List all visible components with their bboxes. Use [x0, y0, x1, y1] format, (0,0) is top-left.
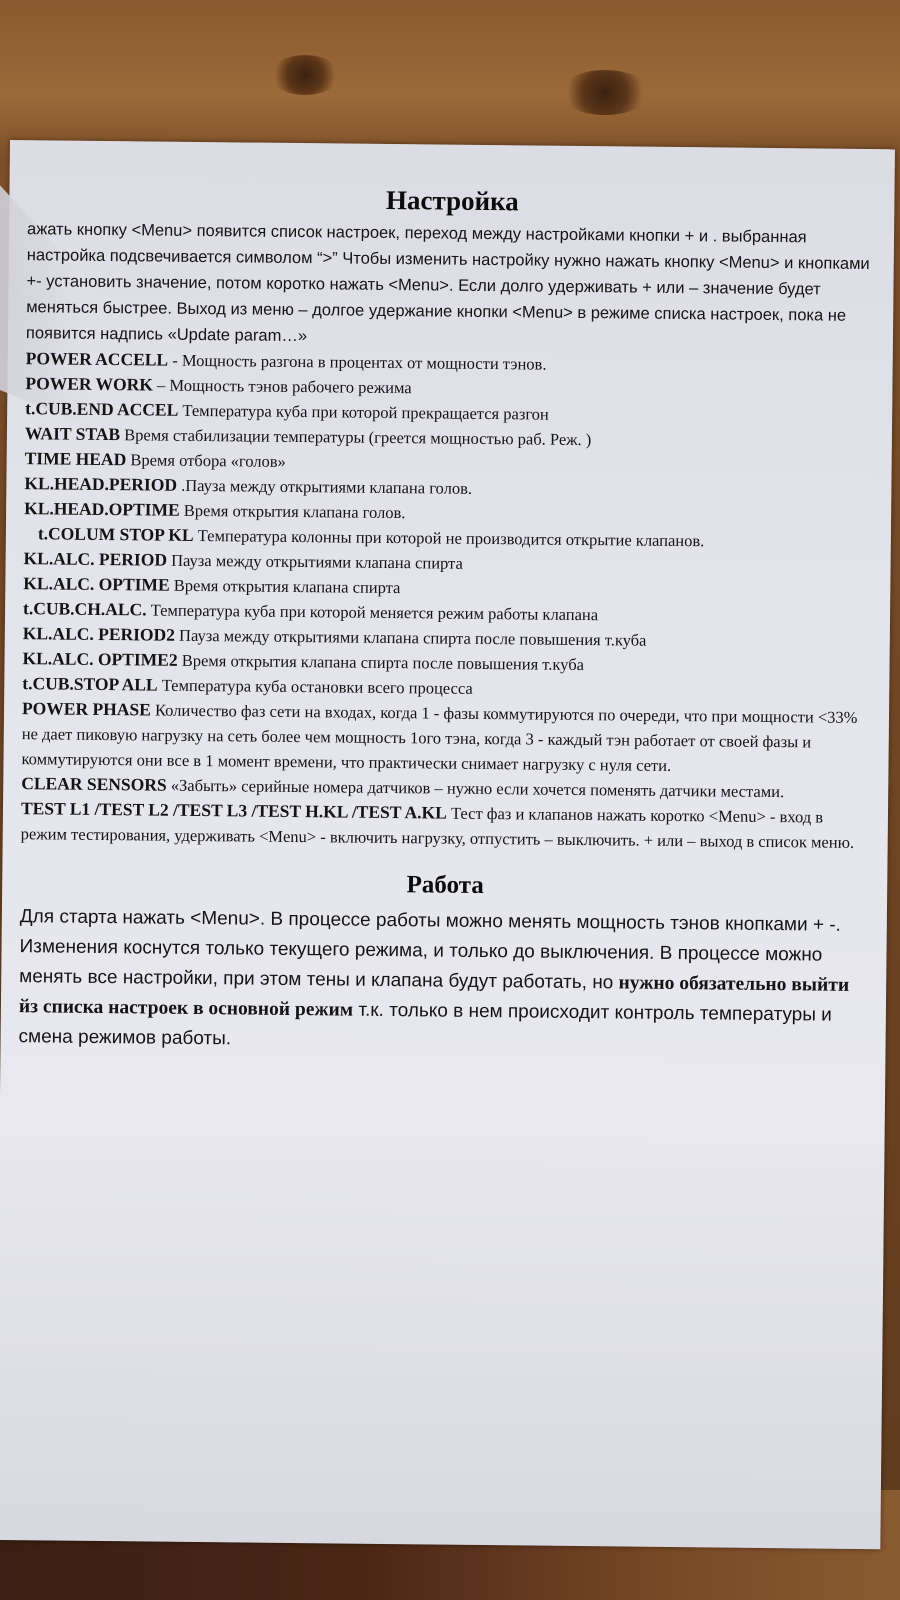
entry-text: Пауза между открытиями клапана спирта после повышения т.куба	[174, 625, 647, 650]
entry-text: Время стабилизации температуры (греется мощностью раб. Реж. )	[119, 425, 592, 450]
entry-key: t.CUB.CH.ALC.	[22, 598, 147, 620]
settings-title: Настройка	[385, 184, 519, 217]
entry-key: POWER PHASE	[21, 698, 151, 720]
intro-paragraph: ажать кнопку <Menu> появится список настроек, переход между настройками кнопки + и . выбранная настройка подсвечивается символом “>” Чтобы изменить настройку нужно нажать кнопку <Menu> и кнопками +- установить значение, потом коротко нажать <Menu>. Если долго удерживать + или – значение будет меняться быстрее. Выход из меню – долгое удержание кнопки <Menu> в режиме списка настроек, пока не появится надпись «Update param…»	[25, 220, 870, 346]
entry-text: Температура куба остановки всего процесса	[157, 675, 473, 698]
entry-text: Температура куба при которой меняется режим работы клапана	[146, 600, 599, 625]
work-title: Работа	[406, 871, 484, 900]
paper-sheet	[0, 140, 895, 1549]
entry-key: KL.ALC. OPTIME2	[22, 648, 178, 670]
entry-key: t.COLUM STOP KL	[37, 523, 194, 545]
entry-key: t.CUB.STOP ALL	[22, 673, 158, 695]
entry-key: KL.ALC. PERIOD2	[22, 623, 176, 645]
entry-key: t.CUB.END ACCEL	[25, 398, 179, 420]
wood-knot-1	[270, 55, 340, 95]
work-text-2: т.к. только в нем происходит контроль температуры и смена режимов работы.	[18, 999, 832, 1050]
entry-key: POWER ACCELL	[25, 348, 169, 370]
entry-text: Тест фаз и клапанов нажать коротко <Menu> - вход в режим тестирования, удерживать <Menu> - включить нагрузку, отпустить – выключить. + или – выход в список меню.	[20, 803, 855, 852]
wood-knot-2	[560, 70, 650, 115]
entry-key: KL.ALC. PERIOD	[23, 548, 168, 570]
work-paragraph	[18, 902, 870, 1061]
entry-key: POWER WORK	[25, 373, 154, 395]
entry-key: TEST L1 /TEST L2 /TEST L3 /TEST H.KL /TEST A.KL	[20, 798, 447, 823]
entry-key: KL.ALC. OPTIME	[23, 573, 170, 595]
entry-text: «Забыть» серийные номера датчиков – нужно если хочется поменять датчики местами.	[166, 775, 785, 802]
entry-text: Пауза между открытиями клапана спирта	[166, 550, 463, 573]
entry-text: Температура куба при которой прекращается разгон	[178, 400, 549, 424]
entry-key: TIME HEAD	[24, 448, 127, 470]
work-bold-text: нужно обязательно выйти йз списка настроек в основной режим	[18, 972, 850, 1021]
entry-text: Количество фаз сети на входах, когда 1 - фазы коммутируются по очереди, что при мощности <33% не дает пиковую нагрузку на сеть более чем мощность 1ого тэна, когда 3 - каждый тэн работает от своей фазы и коммутируются они все в 1 момент времени, что практически снимает нагрузку с нуля сети.	[21, 700, 858, 775]
entry-text: Время открытия клапана голов.	[179, 500, 406, 523]
entry-text: Время открытия клапана спирта после повышения т.куба	[177, 650, 585, 675]
entry-key: KL.HEAD.PERIOD	[24, 473, 178, 495]
entry-text: Время открытия клапана спирта	[169, 575, 401, 598]
entry-key: CLEAR SENSORS	[21, 773, 167, 795]
entry-key: WAIT STAB	[24, 423, 121, 445]
entry-test	[21, 796, 871, 855]
entry-key: KL.HEAD.OPTIME	[24, 498, 180, 520]
document-content	[18, 178, 877, 1061]
entry-text: Время отбора «голов»	[126, 450, 286, 471]
entry-text: - Мощность разгона в процентах от мощности тэнов.	[168, 350, 547, 374]
entry-text: Температура колонны при которой не производится открытие клапанов.	[193, 525, 705, 551]
entry-text: .Пауза между открытиями клапана голов.	[176, 475, 473, 498]
work-text-1: Для старта нажать <Menu>. В процессе работы можно менять мощность тэнов кнопками + -. Изменения коснутся только текущего режима, и только до выключения. В процессе можно менять все настройки, при этом тены и клапана будут работать, но	[19, 906, 842, 994]
entry-power-phase	[21, 696, 872, 780]
entry-text: – Мощность тэнов рабочего режима	[152, 375, 412, 398]
